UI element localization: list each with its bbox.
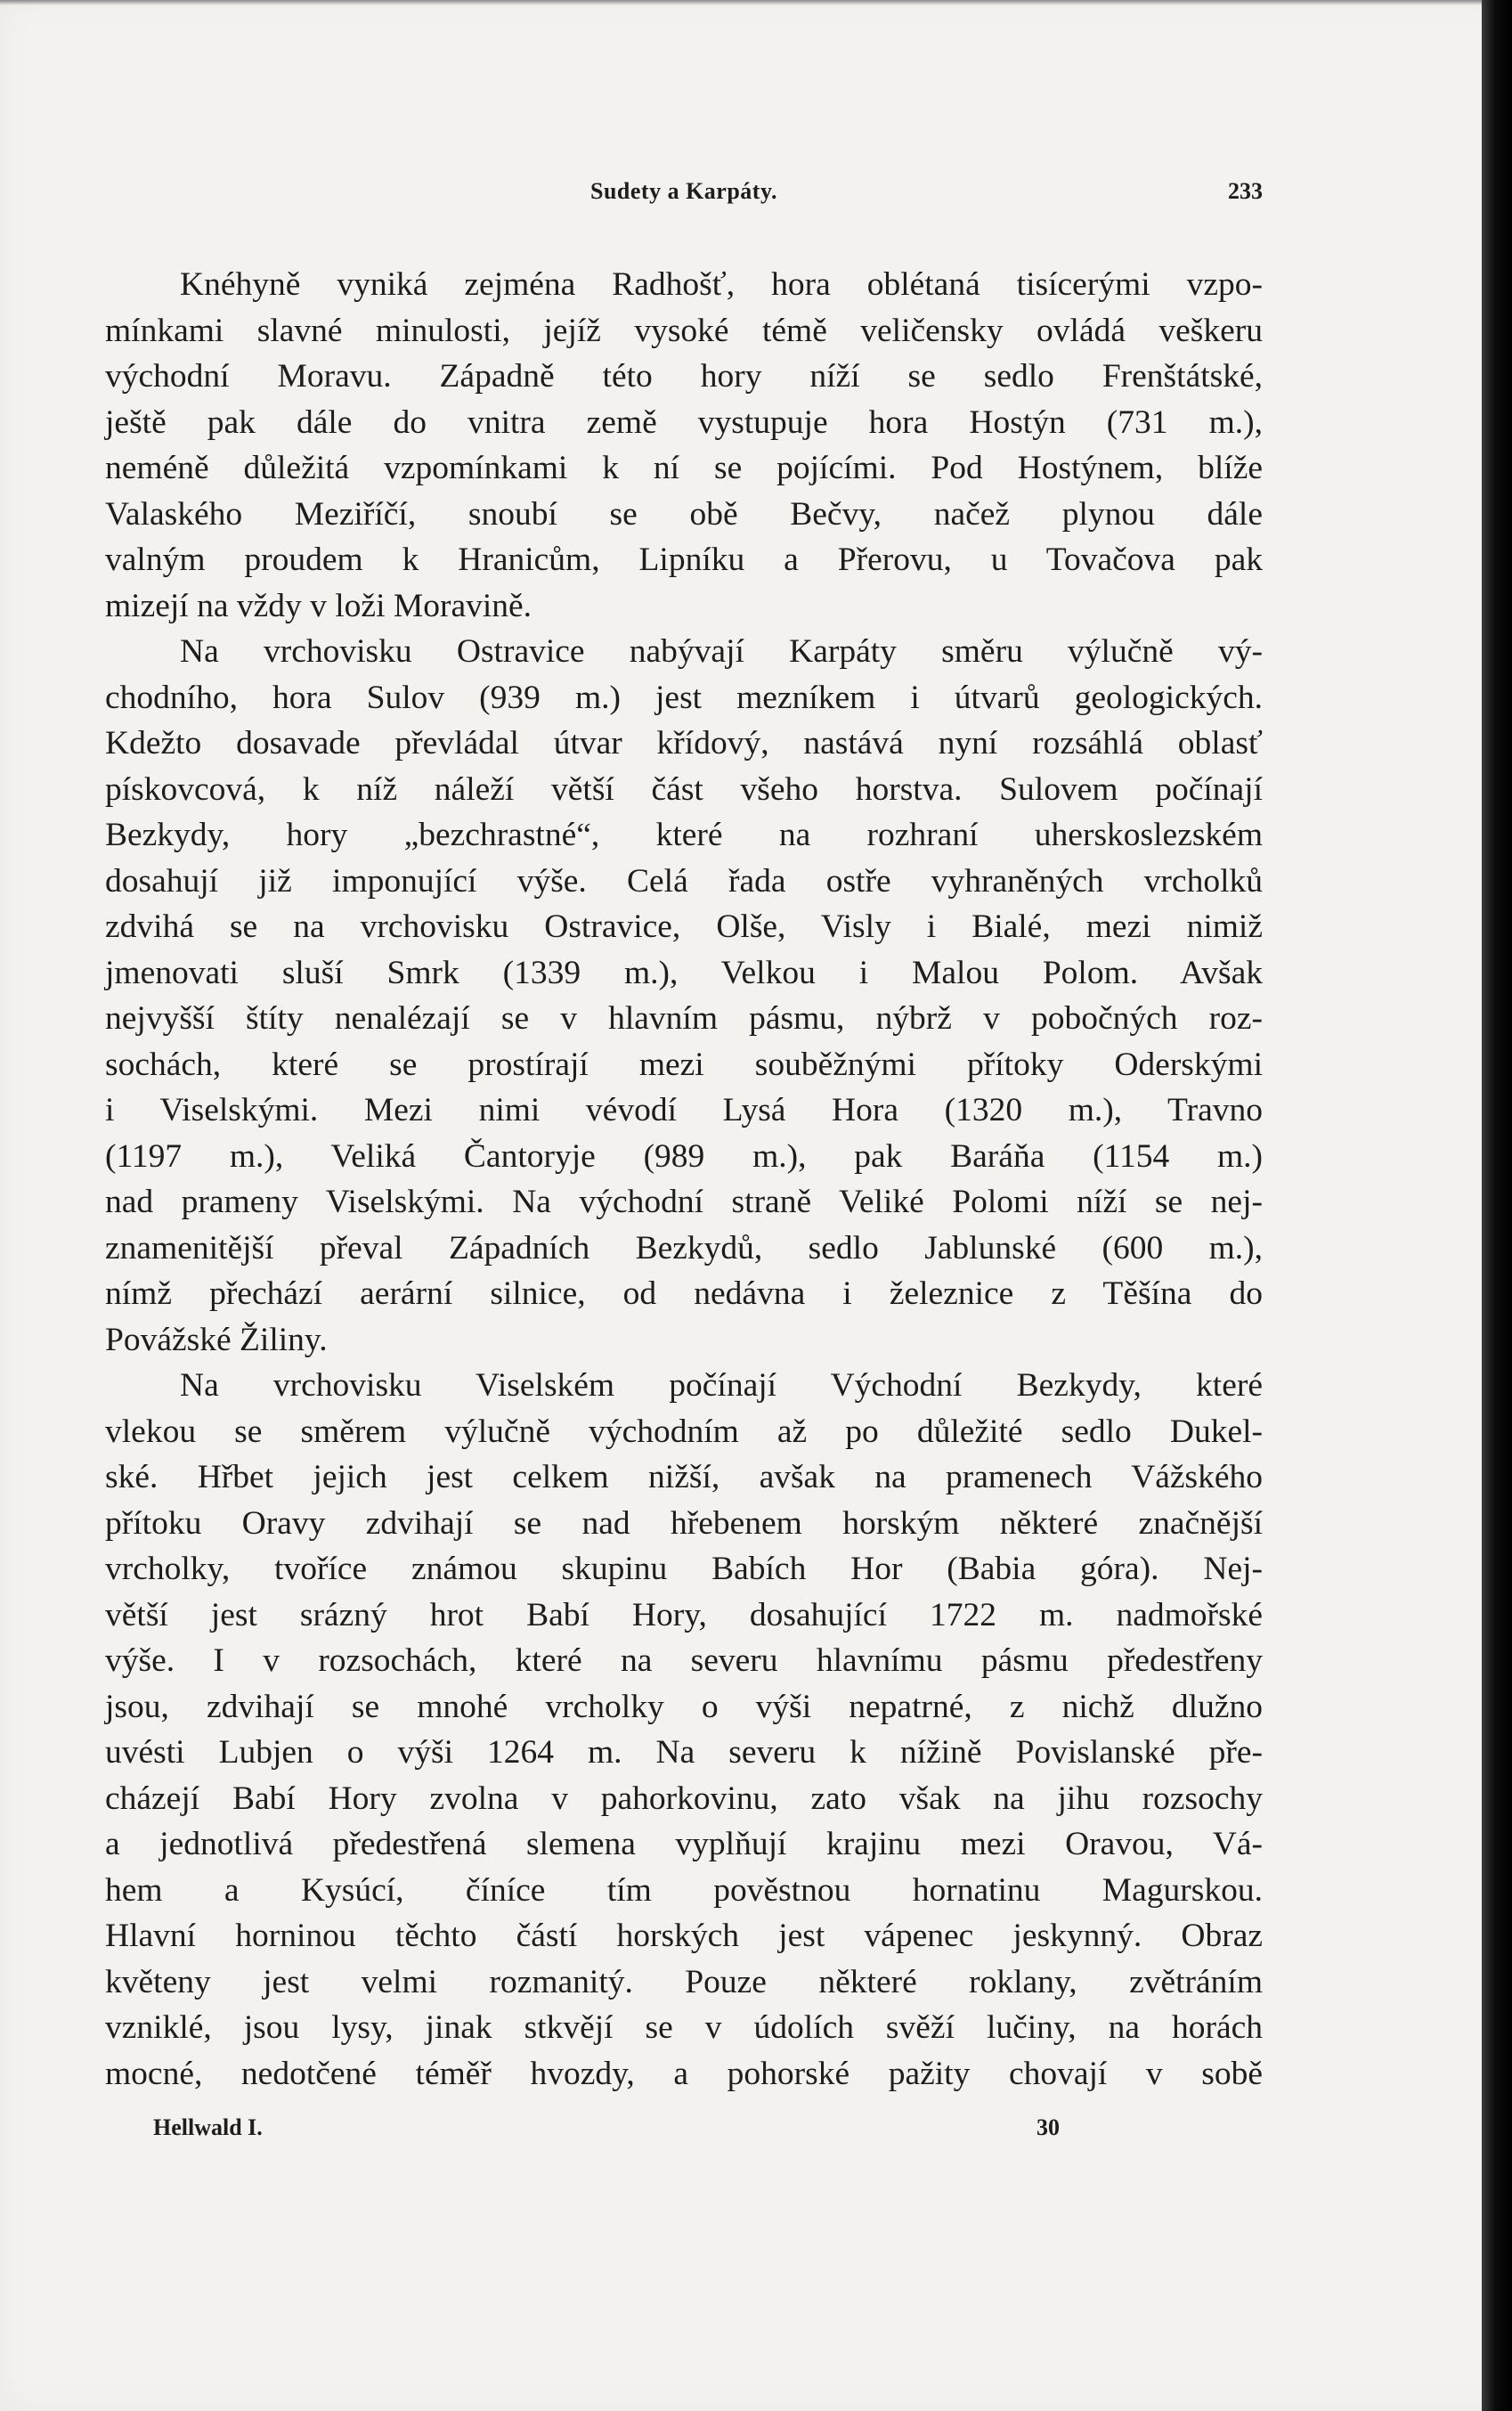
text-line: větší jest srázný hrot Babí Hory, dosahující 1722 m. nadmořské xyxy=(105,1596,1263,1633)
text-line: květeny jest velmi rozmanitý. Pouze některé roklany, zvětráním xyxy=(105,1963,1263,2000)
text-line: mizejí na vždy v loži Moravině. xyxy=(105,587,532,624)
text-line: Na vrchovisku Ostravice nabývají Karpáty směru výlučně vý- xyxy=(180,633,1263,670)
text-line: východní Moravu. Západně této hory níží se sedlo Frenštátské, xyxy=(105,358,1263,395)
text-line: pískovcová, k níž náleží větší část všeho horstva. Sulovem počínají xyxy=(105,770,1263,808)
text-line: jmenovati sluší Smrk (1339 m.), Velkou i Malou Polom. Avšak xyxy=(105,954,1263,991)
text-line: znamenitější převal Západních Bezkydů, sedlo Jablunské (600 m.), xyxy=(105,1229,1263,1267)
text-line: hem a Kysúcí, číníce tím pověstnou hornatinu Magurskou. xyxy=(105,1871,1263,1909)
text-line: vlekou se směrem výlučně východním až po důležité sedlo Dukel- xyxy=(105,1413,1263,1450)
paragraph xyxy=(105,629,1263,1363)
paragraph xyxy=(105,262,1263,629)
text-line: Kdežto dosavade převládal útvar křídový, nastává nyní rozsáhlá oblasť xyxy=(105,725,1263,762)
scan-top-edge xyxy=(0,0,1512,5)
text-line: sochách, které se prostírají mezi souběžnými přítoky Oderskými xyxy=(105,1046,1263,1083)
page-header xyxy=(105,178,1263,214)
printer-signature: Hellwald I. xyxy=(153,2114,263,2140)
text-line: neméně důležitá vzpomínkami k ní se pojícími. Pod Hostýnem, blíže xyxy=(105,450,1263,486)
text-line: mocné, nedotčené téměř hvozdy, a pohorské pažity chovají v sobě xyxy=(105,2055,1263,2092)
paragraph xyxy=(105,1363,1263,2097)
text-line: jsou, zdvihají se mnohé vrcholky o výši nepatrné, z nichž dlužno xyxy=(105,1688,1263,1725)
text-line: i Viselskými. Mezi nimi vévodí Lysá Hora (1320 m.), Travno xyxy=(105,1092,1263,1128)
page-number: 233 xyxy=(1228,178,1263,204)
text-line: vrcholky, tvoříce známou skupinu Babích Hor (Babia góra). Nej- xyxy=(105,1551,1263,1587)
scan-binding-edge xyxy=(1482,0,1512,2411)
text-line: výše. I v rozsochách, které na severu hlavnímu pásmu předestřeny xyxy=(105,1642,1263,1679)
text-line: valným proudem k Hranicům, Lipníku a Přerovu, u Tovačova pak xyxy=(105,542,1263,578)
sheet-number: 30 xyxy=(1036,2114,1060,2140)
main-text xyxy=(105,262,1263,2097)
text-line: mínkami slavné minulosti, jejíž vysoké témě veličensky ovládá veškeru xyxy=(105,312,1263,349)
text-line: Na vrchovisku Viselském počínají Východní Bezkydy, které xyxy=(180,1367,1263,1404)
text-line: Valaského Meziříčí, snoubí se obě Bečvy, načež plynou dále xyxy=(105,495,1263,533)
page-footer xyxy=(105,2114,1263,2150)
text-line: nímž přechází aerární silnice, od nedávna i železnice z Těšína do xyxy=(105,1275,1263,1312)
text-line: Povážské Žiliny. xyxy=(105,1321,328,1358)
running-title: Sudety a Karpáty. xyxy=(589,178,778,204)
text-line: chodního, hora Sulov (939 m.) jest mezníkem i útvarů geologických. xyxy=(105,679,1263,716)
text-line: dosahují již imponující výše. Celá řada ostře vyhraněných vrcholků xyxy=(105,862,1263,900)
text-line: a jednotlivá předestřená slemena vyplňují krajinu mezi Oravou, Vá- xyxy=(105,1826,1263,1862)
text-line: Bezkydy, hory „bezchrastné“, které na rozhraní uherskoslezském xyxy=(105,817,1263,853)
text-line: Hlavní horninou těchto částí horských jest vápenec jeskynný. Obraz xyxy=(105,1918,1263,1954)
text-line: nad prameny Viselskými. Na východní straně Veliké Polomi níží se nej- xyxy=(105,1184,1263,1220)
text-line: Knéhyně vyniká zejména Radhošť, hora oblétaná tisícerými vzpo- xyxy=(180,266,1263,303)
text-line: ské. Hřbet jejich jest celkem nižší, avšak na pramenech Vážského xyxy=(105,1459,1263,1495)
text-line: ještě pak dále do vnitra země vystupuje hora Hostýn (731 m.), xyxy=(105,403,1263,441)
text-line: nejvyšší štíty nenalézají se v hlavním pásmu, nýbrž v pobočných roz- xyxy=(105,1000,1263,1037)
text-line: vzniklé, jsou lysy, jinak stkvějí se v údolích svěží lučiny, na horách xyxy=(105,2009,1263,2046)
text-line: uvésti Lubjen o výši 1264 m. Na severu k nížině Povislanské pře- xyxy=(105,1734,1263,1771)
text-line: cházejí Babí Hory zvolna v pahorkovinu, zato však na jihu rozsochy xyxy=(105,1780,1263,1817)
text-line: zdvihá se na vrchovisku Ostravice, Olše, Visly i Bialé, mezi nimiž xyxy=(105,908,1263,945)
text-line: přítoku Oravy zdvihají se nad hřebenem horským některé značnější xyxy=(105,1504,1263,1542)
text-line: (1197 m.), Veliká Čantoryje (989 m.), pak Baráňa (1154 m.) xyxy=(105,1137,1263,1175)
